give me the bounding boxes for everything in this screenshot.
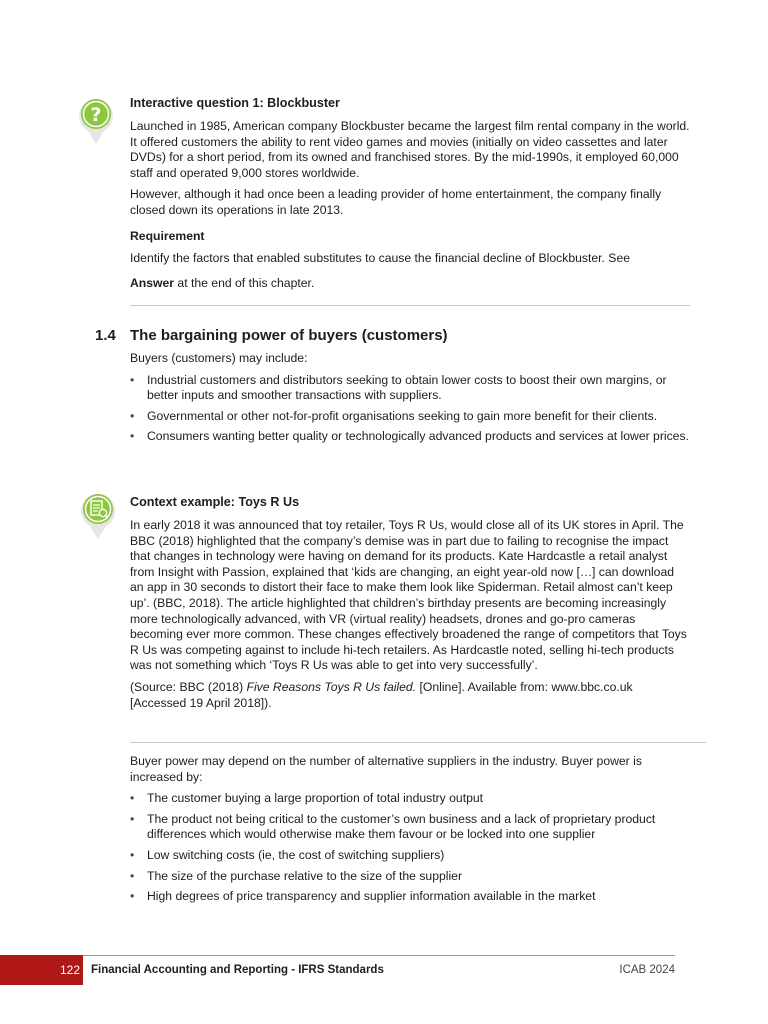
iq-para-2: However, although it had once been a leading provider of home entertainment, the company finally closed down its operations in late 2013. (130, 187, 662, 217)
svg-text:?: ? (90, 104, 102, 126)
divider (130, 305, 690, 306)
iq-para-1: Launched in 1985, American company Blockbuster became the largest film rental company in the world. It offered customers the ability to rent video games and movies (initially on video cassettes and later DVDs) for a short period, from its owned and franchised stores. By the mid-1990s, it employed 60,000 staff and operated 9,000 stores worldwide. (130, 119, 690, 180)
source-title: Five Reasons Toys R Us failed. (246, 679, 417, 694)
iq-requirement-heading: Requirement (130, 228, 205, 243)
footer-book-title: Financial Accounting and Reporting - IFRS Standards (91, 964, 384, 976)
interactive-question (130, 95, 690, 292)
context-para: In early 2018 it was announced that toy retailer, Toys R Us, would close all of its UK stores in April. The BBC (2018) highlighted that the company’s demise was in part due to failing to recognise the impact that changes in technology were having on demand for its products. Kate Hardcastle a retail analyst from Insight with Passion, explained that ‘kids are changing, an eight year-old now […] can download an app in 30 seconds to distort their face to make them look like Spiderman. Retail almost can’t keep up’. (BBC, 2018). The article highlighted that children’s birthday presents are becoming increasingly more technologically advanced, with VR (virtual reality) headsets, drones and go-pro cameras becoming ever more common. These changes effectively broadened the range of competitors that Toys R Us was competing against to include hi-tech retailers. As Hardcastle noted, selling hi-tech products was not something which ‘Toys R Us was able to get into very successfully’. (130, 518, 687, 673)
iq-answer-link[interactable]: Answer (130, 276, 175, 291)
buyer-power-list (130, 791, 690, 905)
iq-requirement-text: Identify the factors that enabled substitutes to cause the financial decline of Blockbuster. See (130, 250, 630, 265)
list-item: • The size of the purchase relative to the size of the supplier (130, 869, 690, 885)
context-example (130, 494, 690, 711)
section-body (130, 351, 690, 445)
footer-edition: ICAB 2024 (619, 964, 675, 976)
section-number: 1.4 (95, 327, 116, 344)
list-item: • Low switching costs (ie, the cost of switching suppliers) (130, 848, 690, 864)
page-number: 122 (59, 963, 80, 977)
context-source: (Source: BBC (2018) Five Reasons Toys R Us failed. [Online]. Available from: www.bbc.co.uk [Accessed 19 April 2018]). (130, 679, 633, 710)
document-icon (80, 490, 116, 540)
list-item: • Governmental or other not-for-profit organisations seeking to gain more benefit for their clients. (130, 409, 690, 425)
list-item: • The product not being critical to the customer’s own business and a lack of proprietary product differences which would otherwise make them favour or be locked into one supplier (130, 812, 690, 843)
section-intro: Buyers (customers) may include: (130, 351, 308, 365)
list-item: • Consumers wanting better quality or technologically advanced products and services at lower prices. (130, 429, 690, 445)
context-title: Context example: Toys R Us (130, 495, 300, 509)
section-heading (95, 327, 448, 345)
list-item: • Industrial customers and distributors seeking to obtain lower costs to boost their own margins, or better inputs and smoother transactions with suppliers. (130, 373, 690, 404)
question-mark-icon (78, 95, 114, 145)
iq-answer-line: Answer at the end of this chapter. (130, 276, 315, 291)
list-item: • High degrees of price transparency and supplier information available in the market (130, 889, 690, 905)
buyer-power-intro: Buyer power may depend on the number of alternative suppliers in the industry. Buyer power is increased by: (130, 754, 642, 784)
buyer-power (130, 754, 690, 905)
list-item: • The customer buying a large proportion of total industry output (130, 791, 690, 807)
buyer-types-list (130, 373, 690, 445)
iq-title: Interactive question 1: Blockbuster (130, 96, 340, 110)
divider (130, 742, 706, 743)
footer-rule (83, 955, 675, 956)
section-title: The bargaining power of buyers (customers) (130, 327, 448, 344)
